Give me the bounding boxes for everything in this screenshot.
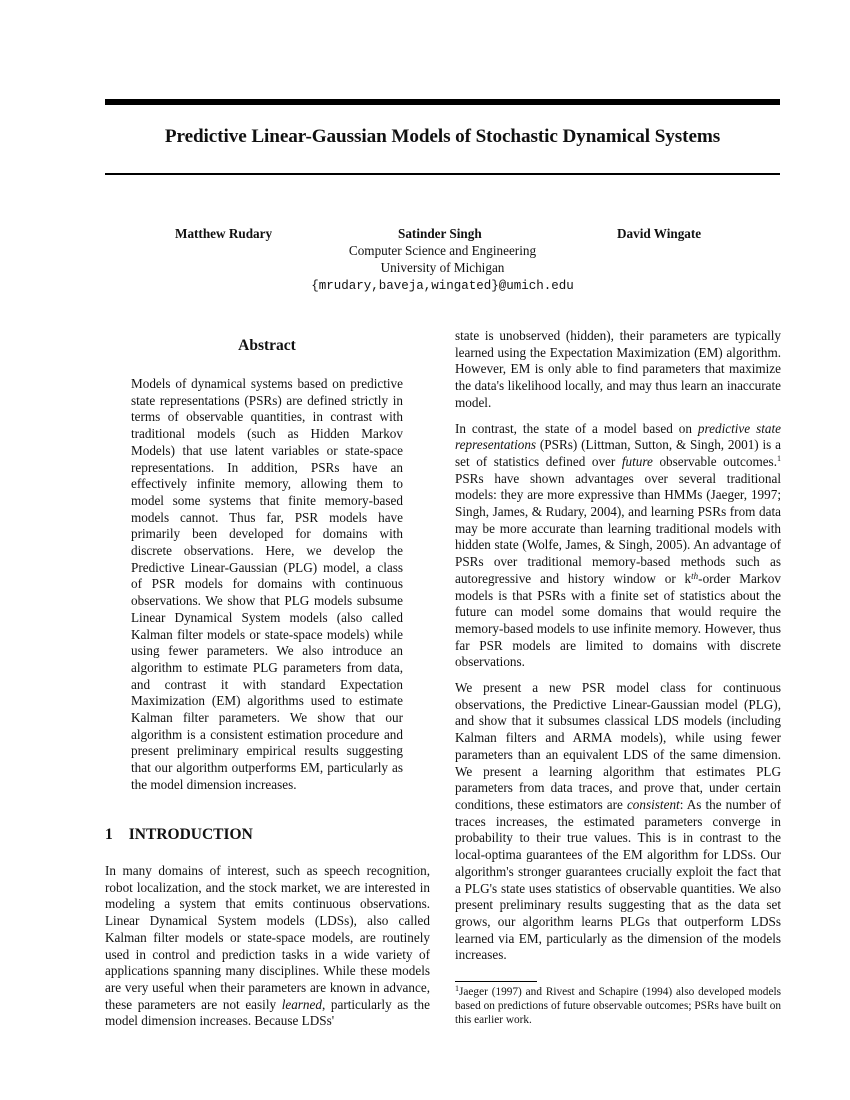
right-column [455, 328, 781, 964]
abstract-text: Models of dynamical systems based on predictive state representations (PSRs) are defined strictly in terms of observable quantities, in contrast with traditional models (such as Hidden Markov Models) that use latent variables or state-space representations. In addition, PSRs have an effectively infinite memory, allowing them to model some systems that finite memory-based models cannot. Thus far, PSR models have primarily been developed for domains with discrete observations. Here, we develop the Predictive Linear-Gaussian (PLG) model, a class of PSR models for domains with continuous observations. We show that PLG models subsume Linear Dynamical System models (also called Kalman filter models or state-space models) while using fewer parameters. We also introduce an algorithm to estimate PLG parameters from data, and contrast it with standard Expectation Maximization (EM) algorithms used to estimate Kalman filter parameters. We show that our algorithm is a consistent estimation procedure and present preliminary empirical results suggesting that our algorithm outperforms EM, particularly as the model dimension increases. [131, 376, 403, 792]
footnote-marker: 1 [777, 453, 781, 463]
intro-paragraph-3 [455, 680, 781, 964]
intro-p2-emphasis-2: future [621, 453, 653, 469]
intro-p1-emphasis: learned [281, 996, 322, 1012]
section-number: 1 [105, 826, 113, 843]
section-title: INTRODUCTION [128, 826, 253, 843]
author-1: Matthew Rudary [175, 226, 273, 241]
author-2: Satinder Singh [398, 226, 482, 241]
affiliation-department: Computer Science and Engineering [348, 243, 537, 258]
abstract-heading: Abstract [238, 337, 296, 354]
email-text: {mrudary,baveja,wingated}@umich.edu [311, 279, 574, 293]
intro-p3-text-b: : As the number of traces increases, the estimated parameters converge in probability to their true values. This is in contrast to the local-optima guarantees of the EM algorithm for LDSs. Our algorithm's stronger guarantees crucially exploit the fact that a PLG's state uses statistics of observable quantities. We also present preliminary results suggesting that as the data set grows, our algorithm learns PLGs that outperform LDSs learned via EM, particularly as the dimension of the models increases. [455, 796, 781, 963]
intro-p1-text-a: In many domains of interest, such as speech recognition, robot localization, and the stock market, we are interested in modeling a system that emits continuous observations. Linear Dynamical System models (LDSs), also called Kalman filter models or state-space models, are routinely used in control and prediction tasks in a wide variety of applications spanning many disciplines. While these models are very useful when their parameters are known in advance, these parameters are not easily [105, 863, 430, 1012]
footnote-rule [455, 981, 537, 982]
author-3: David Wingate [617, 226, 702, 241]
intro-paragraph-2 [455, 421, 781, 672]
footnote-text: Jaeger (1997) and Rivest and Schapire (1994) also developed models based on predictions of future observable outcomes; PSRs have built on this earlier work. [455, 986, 781, 1027]
paper-title: Predictive Linear-Gaussian Models of Stochastic Dynamical Systems [164, 126, 721, 147]
intro-p1-text-b: , particularly as the model dimension increases. Because LDSs' [105, 996, 430, 1029]
intro-paragraph-1 [105, 863, 430, 1030]
intro-p2-text-a: In contrast, the state of a model based on [455, 420, 698, 436]
title-bottom-rule [105, 173, 780, 175]
affiliation-email [275, 277, 610, 295]
intro-paragraph-1-continued: state is unobserved (hidden), their parameters are typically learned using the Expectation Maximization (EM) algorithm. However, EM is only able to find parameters that maximize the data's likelihood locally, and may thus learn an inaccurate model. [455, 328, 781, 410]
intro-p3-emphasis: consistent [626, 796, 680, 812]
section-heading-introduction [105, 826, 253, 844]
top-rule [105, 99, 780, 105]
intro-p2-text-c: observable outcomes. [652, 453, 777, 469]
intro-p3-text-a: We present a new PSR model class for continuous observations, the Predictive Linear-Gaussian model (PLG), and show that it subsumes classical LDS models (including Kalman filters and ARMA models), while using fewer parameters than an equivalent LDS of the same dimension. We present a learning algorithm that estimates PLG parameters from data traces, and prove that, under certain conditions, these estimators are [455, 680, 781, 812]
intro-p2-text-b: (PSRs) (Littman, Sutton, & Singh, 2001) is a set of statistics defined over [455, 437, 781, 469]
footnote [455, 985, 781, 1028]
intro-p2-superscript: th [691, 570, 699, 581]
intro-p2-text-d: PSRs have shown advantages over several traditional models: they are more expressive than HMMs (Jaeger, 1997; Singh, James, & Rudary, 2004), and learning PSRs from data may be more accurate than learning traditional models with hidden state (Wolfe, James, & Singh, 2005). An advantage of PSRs over traditional memory-based methods such as autoregressive and history window or k [455, 470, 781, 586]
footnote-mark: 1 [455, 984, 459, 993]
affiliation-university: University of Michigan [380, 260, 505, 275]
intro-p2-text-e: -order Markov models is that PSRs with a finite set of statistics about the future can model some domains that would require the memory-based models to use infinite memory. However, thus far PSR models are limited to domains with discrete observations. [455, 570, 781, 670]
abstract-body [131, 376, 403, 794]
intro-p2-emphasis-1: predictive state representations [455, 420, 781, 453]
